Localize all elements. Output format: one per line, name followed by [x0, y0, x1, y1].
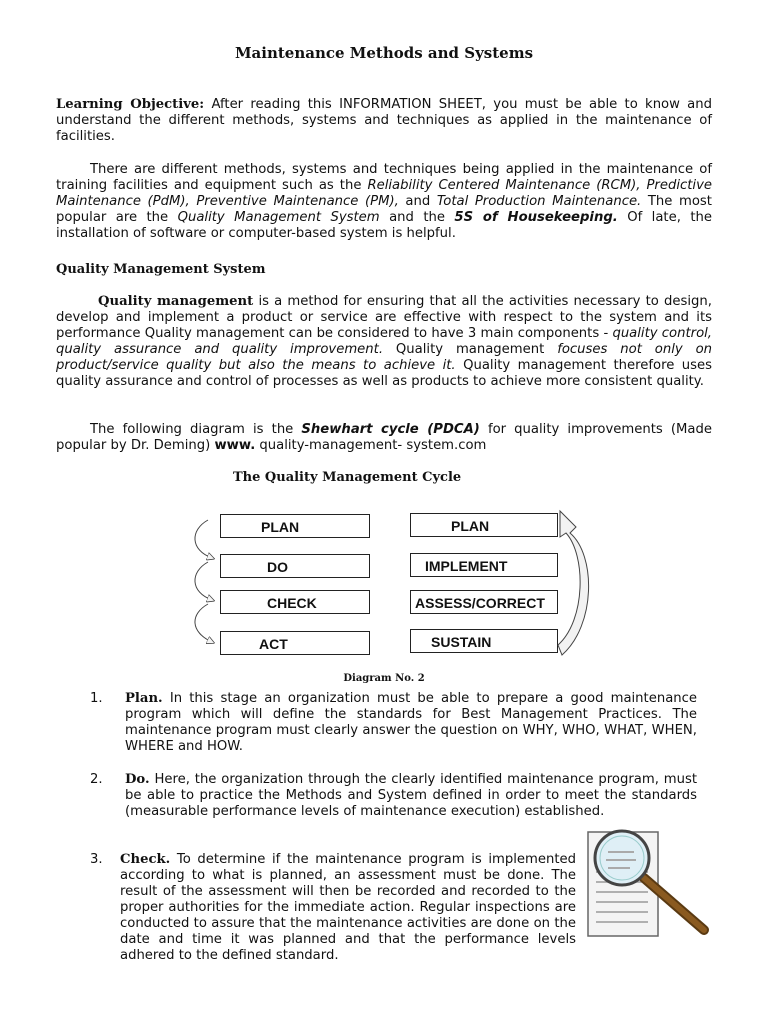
- shewhart-url: quality-management- system.com: [259, 438, 487, 453]
- intro-text-5: Of late, the installation of software or computer-based system is helpful.: [56, 210, 712, 241]
- intro-methods: Reliability Centered Maintenance (RCM), Predictive Maintenance (PdM), Preventive Maintenance (PM),: [56, 178, 713, 209]
- intro-tpm: Total Production Maintenance.: [436, 194, 642, 209]
- cycle-title: The Quality Management Cycle: [233, 470, 462, 485]
- shewhart-text-1: The following diagram is the: [90, 422, 294, 437]
- step-label: Do.: [125, 772, 150, 787]
- step-label: Check.: [120, 852, 171, 867]
- right-cycle-arrow: [556, 505, 596, 660]
- pdca-right-assess: ASSESS/CORRECT: [410, 590, 558, 614]
- qm-text-1: is a method for ensuring that all the activities necessary to design, develop and implement a product or service are effective with respect to the system and its performance Quality management can be considered to have 3 main components -: [56, 294, 712, 341]
- qm-paragraph: [56, 294, 712, 390]
- shewhart-paragraph: [56, 422, 712, 454]
- learning-objective: [56, 97, 712, 145]
- pdca-left-do: DO: [220, 554, 370, 578]
- shewhart-www: www.: [214, 438, 256, 453]
- qm-components: quality control, quality assurance and quality improvement.: [56, 326, 712, 357]
- step-number: 2.: [90, 772, 103, 787]
- step-text: To determine if the maintenance program is implemented according to what is planned, an assessment must be done. The result of the assessment will then be recorded and recorded to the proper authorities for the immediate action. Regular inspections are conducted to assure that the maintenance activities are done on the date and time it was planned and that the performance levels adhered to the defined standard.: [120, 852, 576, 963]
- step-text: In this stage an organization must be able to prepare a good maintenance program which will define the standards for Best Management Practices. The maintenance program must clearly answer the question on WHY, WHO, WHAT, WHEN, WHERE and HOW.: [125, 691, 697, 754]
- step-plan: [125, 691, 697, 755]
- intro-qms: Quality Management System: [177, 210, 380, 225]
- intro-paragraph: [56, 162, 712, 242]
- diagram-label: Diagram No. 2: [343, 673, 425, 684]
- intro-text-1: There are different methods, systems and techniques being applied in the maintenance of training facilities and equipment such as the: [56, 162, 712, 193]
- learning-objective-label: Learning Objective:: [56, 97, 205, 112]
- pdca-left-act: ACT: [220, 631, 370, 655]
- intro-text-3: The most popular are the: [56, 194, 712, 225]
- step-check: [120, 852, 576, 964]
- learning-objective-text: After reading this INFORMATION SHEET, you must be able to know and understand the different methods, systems and techniques as applied in the maintenance of facilities.: [56, 97, 712, 144]
- pdca-right-plan: PLAN: [410, 513, 558, 537]
- step-number: 1.: [90, 691, 103, 706]
- step-text: Here, the organization through the clearly identified maintenance program, must be able to practice the Methods and System defined in order to meet the standards (measurable performance levels of maintenance execution) established.: [125, 772, 697, 819]
- step-number: 3.: [90, 852, 103, 867]
- qm-text-2: Quality management: [395, 342, 545, 357]
- pdca-right-sustain: SUSTAIN: [410, 629, 558, 653]
- step-do: [125, 772, 697, 820]
- page-title: Maintenance Methods and Systems: [234, 44, 534, 62]
- intro-text-2: and: [405, 194, 431, 209]
- pdca-right-implement: IMPLEMENT: [410, 553, 558, 577]
- shewhart-text-2: for quality improvements (Made popular by Dr. Deming): [56, 422, 712, 453]
- intro-5s: 5S of Housekeeping.: [454, 210, 618, 225]
- pdca-left-plan: PLAN: [220, 514, 370, 538]
- pdca-left-check: CHECK: [220, 590, 370, 614]
- qm-text-3: Quality management therefore uses quality assurance and control of processes as well as products to achieve more consistent quality.: [56, 358, 712, 389]
- qm-focus: focuses not only on product/service quality but also the means to achieve it.: [56, 342, 712, 373]
- magnifier-document-icon: [586, 830, 716, 942]
- qm-term: Quality management: [98, 294, 254, 309]
- shewhart-cycle-term: Shewhart cycle (PDCA): [301, 422, 480, 437]
- intro-text-4: and the: [389, 210, 445, 225]
- section-heading-qms: Quality Management System: [56, 262, 266, 277]
- step-label: Plan.: [125, 691, 163, 706]
